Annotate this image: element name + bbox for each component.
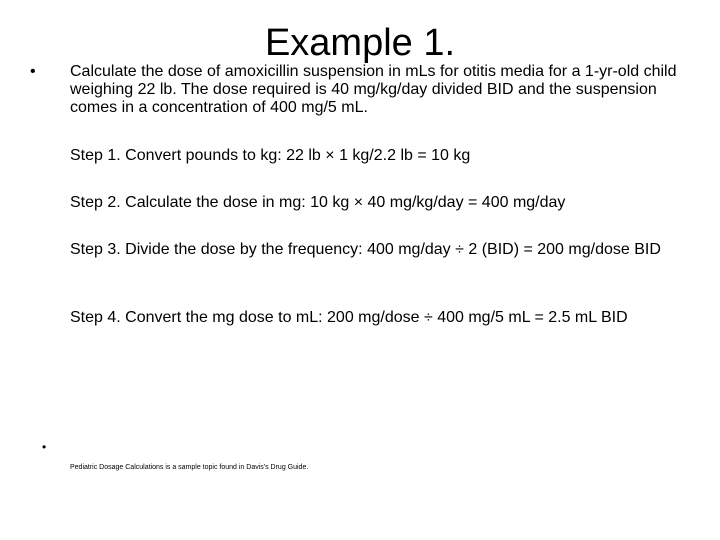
footnote: Pediatric Dosage Calculations is a sample topic found in Davis's Drug Guide.: [70, 464, 309, 471]
step-1: Step 1. Convert pounds to kg: 22 lb × 1 kg/2.2 lb = 10 kg: [70, 147, 471, 164]
bullet-icon: •: [30, 63, 36, 80]
step-4: Step 4. Convert the mg dose to mL: 200 mg/dose ÷ 400 mg/5 mL = 2.5 mL BID: [70, 309, 628, 326]
step-2: Step 2. Calculate the dose in mg: 10 kg × 40 mg/kg/day = 400 mg/day: [70, 194, 566, 211]
step-3: Step 3. Divide the dose by the frequency: 400 mg/day ÷ 2 (BID) = 200 mg/dose BID: [70, 241, 661, 258]
empty-bullet-icon: •: [42, 440, 47, 454]
slide-title: Example 1.: [264, 22, 456, 64]
problem-statement: Calculate the dose of amoxicillin suspension in mLs for otitis media for a 1-yr-old child weighing 22 lb. The dose required is 40 mg/kg/day divided BID and the suspension comes in a concentration of 400 mg/5 mL.: [70, 63, 677, 116]
